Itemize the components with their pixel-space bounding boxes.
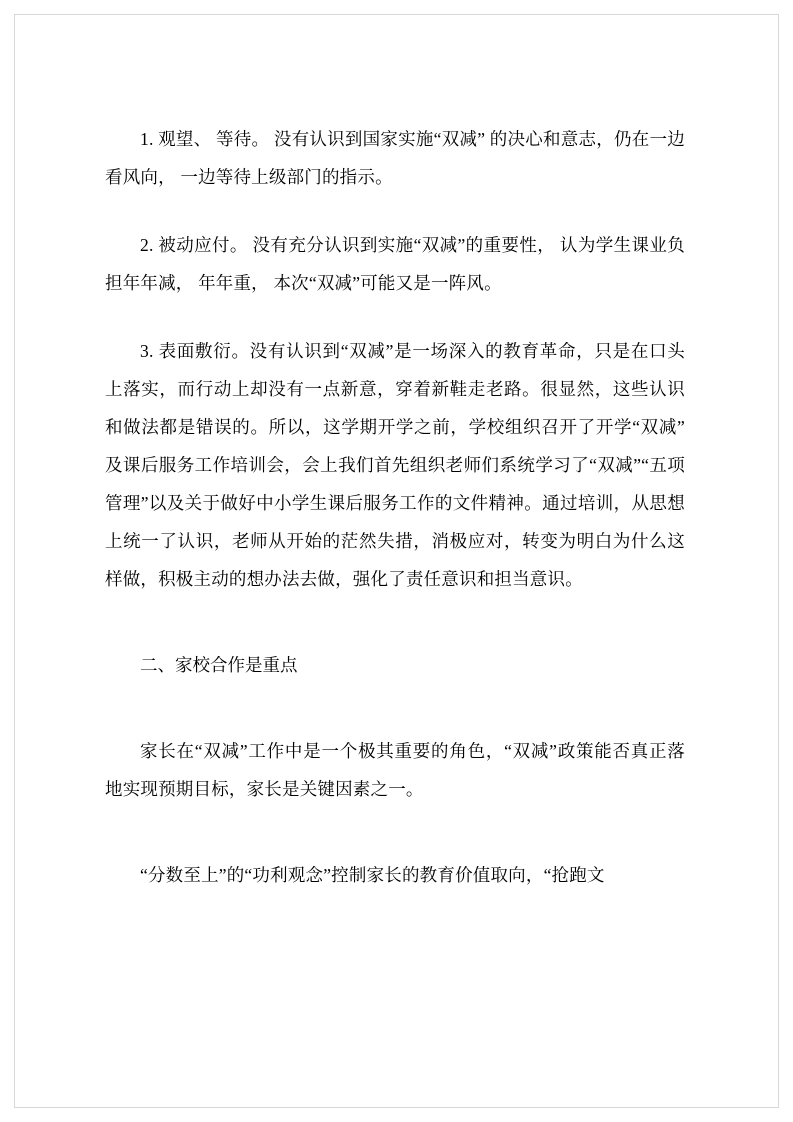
paragraph-numbered-3: 3. 表面敷衍。没有认识到“双减”是一场深入的教育革命，只是在口头上落实，而行动上却没有一点新意，穿着新鞋走老路。很显然，这些认识和做法都是错误的。所以，这学期开学之前，学校组织召开了开学“双减”及课后服务工作培训会，会上我们首先组织老师们系统学习了“双减”“五项管理”以及关于做好中小学生课后服务工作的文件精神。通过培训，从思想上统一了认识，老师从开始的茫然失措，消极应对，转变为明白为什么这样做，积极主动的想办法去做，强化了责任意识和担当意识。 — [105, 341, 685, 589]
paragraph-numbered-1: 1. 观望、 等待。 没有认识到国家实施“双减” 的决心和意志，仍在一边看风向， 一边等待上级部门的指示。 — [105, 129, 685, 187]
section-heading-two: 二、家校合作是重点 — [140, 655, 298, 675]
paragraph-body-2: “分数至上”的“功利观念”控制家长的教育价值取向，“抢跑文 — [140, 865, 605, 885]
section-spacer-2 — [105, 714, 685, 732]
section-spacer — [105, 628, 685, 646]
section-spacer-3 — [105, 838, 685, 856]
document-body — [105, 120, 685, 924]
paragraph-body-1: 家长在“双减”工作中是一个极其重要的角色，“双减”政策能否真正落地实现预期目标，家长是关键因素之一。 — [105, 741, 685, 799]
paragraph-numbered-2: 2. 被动应付。 没有充分认识到实施“双减”的重要性， 认为学生课业负担年年减， 年年重， 本次“双减”可能又是一阵风。 — [105, 235, 685, 293]
